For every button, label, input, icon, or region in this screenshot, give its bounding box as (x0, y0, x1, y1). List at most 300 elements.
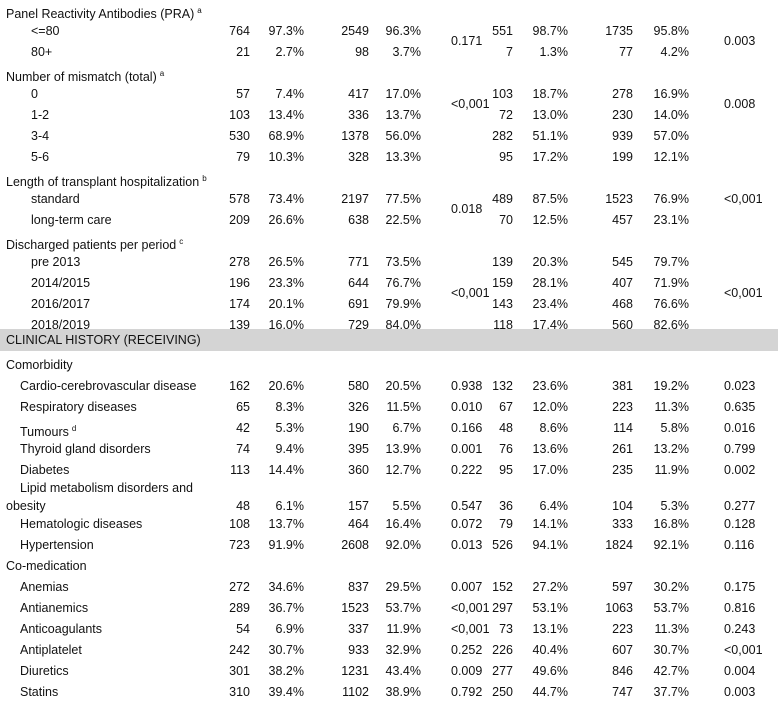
p-value-cell: 0.009 (451, 664, 483, 678)
table-cell: 489 (492, 192, 513, 206)
table-cell: 12.5% (532, 213, 568, 227)
table-cell: 837 (348, 580, 369, 594)
table-cell: 10.3% (268, 150, 304, 164)
row-label-text: Comorbidity (6, 358, 73, 372)
table-cell: 8.6% (539, 421, 568, 435)
table-cell: 73.5% (385, 255, 421, 269)
table-cell: 94.1% (532, 538, 568, 552)
row-label-text: Diuretics (20, 664, 69, 678)
table-cell: 1824 (605, 538, 633, 552)
table-cell: 545 (612, 255, 633, 269)
p-value-cell: 0.003 (724, 685, 756, 699)
table-cell: 16.4% (385, 517, 421, 531)
table-cell: 846 (612, 664, 633, 678)
table-cell: 360 (348, 463, 369, 477)
table-row (0, 661, 778, 682)
p-value-cell: 0.128 (724, 517, 756, 531)
table-row (0, 42, 778, 63)
row-label-text: Hypertension (20, 538, 94, 552)
row-label-text: obesity (6, 499, 46, 513)
table-cell: 301 (229, 664, 250, 678)
table-cell: 17.0% (532, 463, 568, 477)
table-cell: 37.7% (653, 685, 689, 699)
row-label (20, 514, 142, 535)
table-cell: 209 (229, 213, 250, 227)
p-value-cell: 0.007 (451, 580, 483, 594)
table-cell: 57 (236, 87, 250, 101)
table-cell: 23.3% (268, 276, 304, 290)
table-cell: 79.9% (385, 297, 421, 311)
table-cell: 92.0% (385, 538, 421, 552)
table-cell: 48 (499, 421, 513, 435)
table-cell: 464 (348, 517, 369, 531)
table-cell: 310 (229, 685, 250, 699)
table-cell: 13.6% (532, 442, 568, 456)
table-cell: 723 (229, 538, 250, 552)
table-cell: 13.1% (532, 622, 568, 636)
table-cell: 242 (229, 643, 250, 657)
table-cell: 139 (492, 255, 513, 269)
table-cell: 6.7% (392, 421, 421, 435)
table-cell: 56.0% (385, 129, 421, 143)
table-row (0, 126, 778, 147)
table-cell: 1378 (341, 129, 369, 143)
table-cell: 8.3% (275, 400, 304, 414)
table-group-header (0, 556, 778, 577)
row-label-text: Antiplatelet (20, 643, 82, 657)
row-label-text: 2014/2015 (31, 276, 91, 290)
table-cell: 381 (612, 379, 633, 393)
table-cell: 98 (355, 45, 369, 59)
table-cell: 87.5% (532, 192, 568, 206)
table-cell: 18.7% (532, 87, 568, 101)
table-group-header (0, 168, 778, 189)
table-cell: 17.4% (532, 318, 568, 332)
table-cell: 23.4% (532, 297, 568, 311)
table-cell: 530 (229, 129, 250, 143)
table-cell: 96.3% (385, 24, 421, 38)
row-label (20, 376, 196, 397)
merged-p-value: <0,001 (724, 192, 763, 206)
p-value-cell: 0.023 (724, 379, 756, 393)
row-label-text: 1-2 (31, 108, 50, 122)
table-cell: 108 (229, 517, 250, 531)
footnote-marker: c (179, 237, 184, 246)
table-cell: 157 (348, 499, 369, 513)
table-cell: 4.2% (660, 45, 689, 59)
row-label-text: Antianemics (20, 601, 89, 615)
table-cell: 132 (492, 379, 513, 393)
p-value-cell: 0.792 (451, 685, 483, 699)
table-cell: 13.9% (385, 442, 421, 456)
table-cell: 32.9% (385, 643, 421, 657)
p-value-cell: 0.001 (451, 442, 483, 456)
table-cell: 76.6% (653, 297, 689, 311)
table-cell: 13.3% (385, 150, 421, 164)
table-cell: 26.5% (268, 255, 304, 269)
table-cell: 607 (612, 643, 633, 657)
table-cell: 95 (499, 463, 513, 477)
table-cell: 1523 (605, 192, 633, 206)
p-value-cell: 0.252 (451, 643, 483, 657)
row-label (31, 273, 90, 294)
table-cell: 53.1% (532, 601, 568, 615)
table-cell: 118 (493, 318, 513, 332)
p-value-cell: 0.072 (451, 517, 483, 531)
table-cell: 11.9% (386, 622, 421, 636)
p-value-cell: 0.175 (724, 580, 756, 594)
table-cell: 13.7% (385, 108, 421, 122)
row-label (20, 535, 94, 556)
row-label-text: Cardio-cerebrovascular disease (20, 379, 197, 393)
table-cell: 84.0% (385, 318, 421, 332)
table-cell: 190 (348, 421, 369, 435)
row-label-text: Length of transplant hospitalization (6, 175, 200, 189)
table-cell: 79.7% (653, 255, 689, 269)
table-cell: 143 (492, 297, 513, 311)
table-cell: 5.3% (275, 421, 304, 435)
table-cell: 457 (612, 213, 633, 227)
table-cell: 76 (499, 442, 513, 456)
table-cell: 72 (499, 108, 513, 122)
row-label (20, 661, 69, 682)
row-label-text: Statins (20, 685, 59, 699)
table-cell: 20.5% (385, 379, 421, 393)
row-label-text: Hematologic diseases (20, 517, 143, 531)
table-cell: 159 (492, 276, 513, 290)
row-label (31, 147, 49, 168)
table-cell: 597 (612, 580, 633, 594)
table-cell: 560 (612, 318, 633, 332)
table-cell: 2.7% (275, 45, 304, 59)
table-cell: 638 (348, 213, 369, 227)
merged-p-value: 0.003 (724, 34, 756, 48)
p-value-cell: 0.016 (724, 421, 756, 435)
table-row (0, 210, 778, 231)
p-value-cell: 0.116 (724, 538, 755, 552)
table-row (0, 397, 778, 418)
row-label-text: long-term care (31, 213, 112, 227)
table-cell: 2608 (341, 538, 369, 552)
table-row (0, 598, 778, 619)
row-label-text: <=80 (31, 24, 60, 38)
p-value-cell: 0.547 (451, 499, 483, 513)
table-cell: 417 (348, 87, 369, 101)
row-label (31, 84, 38, 105)
table-cell: 282 (492, 129, 513, 143)
table-group-header (0, 63, 778, 84)
p-value-cell: <0,001 (724, 643, 763, 657)
table-row (0, 189, 778, 210)
table-cell: 939 (612, 129, 633, 143)
row-label-text: 2018/2019 (31, 318, 91, 332)
p-value-cell: 0.166 (451, 421, 483, 435)
table-row (0, 84, 778, 105)
merged-p-value: 0.171 (451, 34, 483, 48)
p-value-cell: 0.004 (724, 664, 756, 678)
table-cell: 14.4% (268, 463, 304, 477)
table-cell: 40.4% (532, 643, 568, 657)
table-cell: 30.7% (268, 643, 304, 657)
table-cell: 23.6% (532, 379, 568, 393)
table-cell: 104 (612, 499, 633, 513)
row-label-text: Lipid metabolism disorders and (20, 481, 194, 495)
table-cell: 49.6% (532, 664, 568, 678)
merged-p-value: <0,001 (724, 286, 763, 300)
table-cell: 30.2% (653, 580, 689, 594)
table-row (0, 577, 778, 598)
table-group-header (0, 0, 778, 21)
table-cell: 1231 (341, 664, 369, 678)
row-label-text: 0 (31, 87, 38, 101)
row-label (31, 42, 52, 63)
table-group-header (0, 355, 778, 376)
table-cell: 337 (348, 622, 369, 636)
p-value-cell: 0.277 (724, 499, 756, 513)
table-row (0, 315, 778, 336)
table-cell: 6.4% (539, 499, 568, 513)
table-cell: 278 (229, 255, 250, 269)
table-cell: 551 (492, 24, 513, 38)
table-cell: 13.2% (653, 442, 689, 456)
p-value-cell: 0.222 (451, 463, 483, 477)
table-cell: 277 (492, 664, 513, 678)
table-row (0, 273, 778, 294)
table-cell: 14.0% (653, 108, 689, 122)
table-cell: 67 (499, 400, 513, 414)
table-cell: 1735 (605, 24, 633, 38)
table-cell: 20.1% (268, 297, 304, 311)
table-cell: 11.9% (654, 463, 689, 477)
section-band-label: CLINICAL HISTORY (RECEIVING) (6, 333, 201, 347)
row-label-text: Thyroid gland disorders (20, 442, 151, 456)
table-cell: 6.9% (275, 622, 304, 636)
table-cell: 326 (348, 400, 369, 414)
table-cell: 54 (236, 622, 250, 636)
row-label-text: Panel Reactivity Antibodies (PRA) (6, 7, 195, 21)
table-cell: 19.2% (653, 379, 689, 393)
table-cell: 91.9% (268, 538, 304, 552)
table-row (0, 252, 778, 273)
table-cell: 65 (236, 400, 250, 414)
row-label (31, 315, 90, 336)
table-cell: 9.4% (275, 442, 304, 456)
row-label-text: Tumours (20, 425, 69, 439)
row-label (6, 355, 73, 376)
row-label (20, 682, 58, 703)
merged-p-value: <0,001 (451, 97, 490, 111)
table-cell: 21 (236, 45, 250, 59)
footnote-marker: b (202, 174, 207, 183)
table-cell: 26.6% (268, 213, 304, 227)
merged-p-value: 0.008 (724, 97, 756, 111)
table-cell: 261 (612, 442, 633, 456)
table-cell: 79 (236, 150, 250, 164)
row-label (31, 294, 90, 315)
table-cell: 578 (229, 192, 250, 206)
p-value-cell: 0.799 (724, 442, 756, 456)
row-label-text: 5-6 (31, 150, 50, 164)
table-cell: 7.4% (275, 87, 304, 101)
table-cell: 29.5% (385, 580, 421, 594)
table-cell: 230 (612, 108, 633, 122)
table-cell: 771 (348, 255, 369, 269)
row-label-text: pre 2013 (31, 255, 81, 269)
table-row (0, 535, 778, 556)
row-label (31, 21, 60, 42)
table-cell: 11.5% (386, 400, 421, 414)
table-cell: 57.0% (653, 129, 689, 143)
table-cell: 97.3% (268, 24, 304, 38)
table-cell: 16.9% (653, 87, 689, 101)
table-cell: 76.9% (653, 192, 689, 206)
table-group-header (0, 231, 778, 252)
table-cell: 2197 (341, 192, 369, 206)
table-cell: 53.7% (653, 601, 689, 615)
table-cell: 7 (506, 45, 513, 59)
table-cell: 77 (619, 45, 633, 59)
table-cell: 6.1% (275, 499, 304, 513)
table-cell: 103 (229, 108, 250, 122)
table-cell: 114 (613, 421, 633, 435)
row-label-text: 80+ (31, 45, 53, 59)
p-value-cell: 0.243 (724, 622, 756, 636)
table-cell: 336 (348, 108, 369, 122)
row-label (31, 189, 80, 210)
table-cell: 38.2% (268, 664, 304, 678)
table-row (0, 439, 778, 460)
row-label-text: Discharged patients per period (6, 238, 177, 252)
row-label-text: Respiratory diseases (20, 400, 137, 414)
table-cell: 77.5% (385, 192, 421, 206)
table-cell: 28.1% (532, 276, 568, 290)
row-label (20, 640, 82, 661)
table-cell: 68.9% (268, 129, 304, 143)
p-value-cell: 0.816 (724, 601, 756, 615)
table-cell: 76.7% (385, 276, 421, 290)
table-cell: 95.8% (653, 24, 689, 38)
row-label (31, 252, 80, 273)
p-value-cell: 0.938 (451, 379, 483, 393)
table-cell: 74 (236, 442, 250, 456)
table-cell: 95 (499, 150, 513, 164)
p-value-cell: 0.635 (724, 400, 756, 414)
table-cell: 526 (492, 538, 513, 552)
row-label (20, 397, 137, 418)
row-label (31, 126, 49, 147)
table-cell: 11.3% (654, 400, 689, 414)
merged-p-value: <0,001 (451, 286, 490, 300)
table-cell: 44.7% (532, 685, 568, 699)
footnote-marker: a (159, 69, 165, 78)
row-label (20, 619, 102, 640)
table-cell: 30.7% (653, 643, 689, 657)
p-value-cell: <0,001 (451, 601, 490, 615)
table-cell: 1102 (342, 685, 369, 699)
table-cell: 5.3% (660, 499, 689, 513)
table-cell: 12.7% (385, 463, 421, 477)
row-label-text: Anticoagulants (20, 622, 103, 636)
table-cell: 152 (492, 580, 513, 594)
row-label-text: Co-medication (6, 559, 87, 573)
table-cell: 73 (499, 622, 513, 636)
table-cell: 729 (348, 318, 369, 332)
table-cell: 199 (612, 150, 633, 164)
row-label-text: 2016/2017 (31, 297, 91, 311)
table-cell: 223 (612, 400, 633, 414)
table-cell: 22.5% (385, 213, 421, 227)
table-cell: 764 (229, 24, 250, 38)
p-value-cell: 0.013 (451, 538, 483, 552)
table-cell: 48 (236, 499, 250, 513)
footnote-marker: a (197, 6, 202, 15)
table-cell: 297 (492, 601, 513, 615)
table-cell: 16.0% (268, 318, 304, 332)
table-cell: 39.4% (268, 685, 304, 699)
row-label (6, 556, 87, 577)
row-label (20, 598, 88, 619)
table-cell: 79 (499, 517, 513, 531)
table-row (0, 619, 778, 640)
table-cell: 278 (612, 87, 633, 101)
table-cell: 328 (348, 150, 369, 164)
table-cell: 53.7% (385, 601, 421, 615)
row-label-text: standard (31, 192, 80, 206)
table-cell: 12.0% (532, 400, 568, 414)
table-cell: 223 (612, 622, 633, 636)
table-cell: 13.4% (268, 108, 304, 122)
table-cell: 98.7% (532, 24, 568, 38)
table-cell: 333 (612, 517, 633, 531)
table-cell: 16.8% (653, 517, 689, 531)
table-cell: 92.1% (653, 538, 689, 552)
table-cell: 1063 (605, 601, 633, 615)
table-cell: 174 (229, 297, 250, 311)
row-label (31, 210, 112, 231)
table-cell: 36 (499, 499, 513, 513)
row-label-text: Diabetes (20, 463, 70, 477)
table-cell: 36.7% (268, 601, 304, 615)
row-label (20, 577, 69, 598)
table-cell: 289 (229, 601, 250, 615)
table-cell: 82.6% (653, 318, 689, 332)
row-label (31, 105, 49, 126)
merged-p-value: 0.018 (451, 202, 483, 216)
table-cell: 644 (348, 276, 369, 290)
table-cell: 73.4% (268, 192, 304, 206)
table-cell: 250 (492, 685, 513, 699)
table-cell: 70 (499, 213, 513, 227)
table-row (0, 418, 778, 439)
table-cell: 196 (229, 276, 250, 290)
table-cell: 17.2% (532, 150, 568, 164)
table-cell: 139 (229, 318, 250, 332)
table-cell: 162 (229, 379, 250, 393)
table-row (0, 682, 778, 703)
table-cell: 235 (612, 463, 633, 477)
table-row (0, 514, 778, 535)
table-cell: 43.4% (385, 664, 421, 678)
table-cell: 42.7% (653, 664, 689, 678)
table-cell: 272 (229, 580, 250, 594)
table-cell: 468 (612, 297, 633, 311)
table-cell: 27.2% (532, 580, 568, 594)
table-cell: 11.3% (654, 622, 689, 636)
table-cell: 42 (236, 421, 250, 435)
table-cell: 113 (230, 463, 250, 477)
table-cell: 17.0% (385, 87, 421, 101)
row-label (20, 439, 151, 460)
